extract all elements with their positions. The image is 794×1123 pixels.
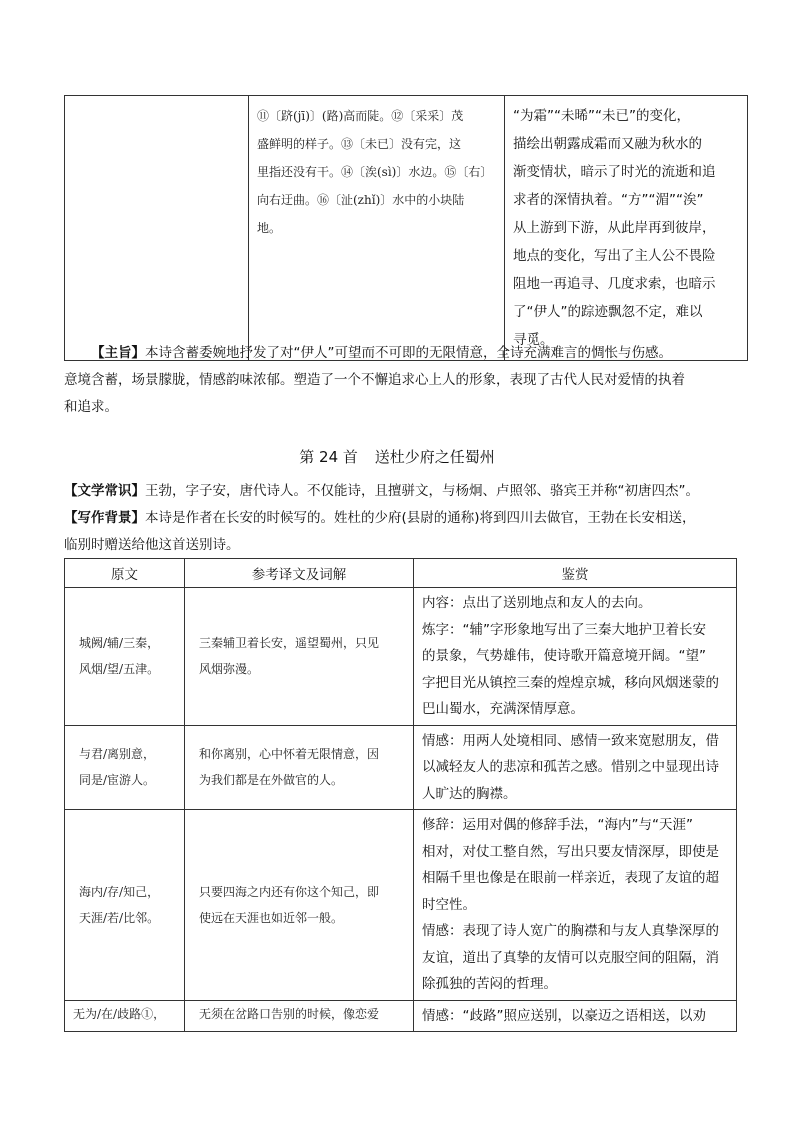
- translation-cell: [185, 725, 414, 810]
- theme-text: 和追求。: [64, 399, 118, 415]
- appreciation-line: 情感：用两人处境相同、感情一致来宽慰朋友，借: [422, 732, 719, 749]
- appreciation-line: 从上游到下游，从此岸再到彼岸，: [513, 220, 716, 236]
- translation-line: 和你离别，心中怀着无限情意，因: [199, 747, 380, 762]
- notes-line: 地。: [257, 221, 282, 235]
- background-label: 【写作背景】: [64, 510, 145, 526]
- original-line: 城阙/辅/三秦，: [79, 636, 160, 651]
- theme-paragraph: [64, 340, 730, 421]
- appreciation-line: “为霜”“未晞”“未已”的变化，: [513, 108, 690, 124]
- appreciation-line: 以减轻友人的悲凉和孤苦之感。惜别之中显现出诗: [422, 759, 719, 775]
- table-row: [65, 1000, 737, 1032]
- notes-cell: [249, 96, 505, 361]
- table-row: [65, 725, 737, 810]
- appreciation-line: 时空性。: [422, 896, 476, 913]
- original-line: 无为/在/歧路①，: [73, 1006, 166, 1021]
- translation-line: 为我们都是在外做官的人。: [199, 773, 344, 788]
- appreciation-line: 情感：表现了诗人宽广的胸襟和与友人真挚深厚的: [422, 923, 719, 939]
- translation-line: 风烟弥漫。: [199, 662, 260, 677]
- appreciation-line: 的景象，气势雄伟，使诗歌开篇意境开阔。“望”: [422, 648, 706, 664]
- original-cell: [65, 725, 185, 810]
- appreciation-line: 友谊，道出了真挚的友情可以克服空间的阻隔，消: [422, 949, 719, 966]
- appreciation-line: 渐变情状，暗示了时光的流逝和追: [513, 164, 716, 180]
- table-row: [65, 588, 737, 726]
- continued-poem-table: [64, 95, 748, 361]
- appreciation-line: 炼字：“辅”字形象地写出了三秦大地护卫着长安: [422, 621, 706, 638]
- notes-line: 向右迂曲。⑯〔沚(zhǐ)〕水中的小块陆: [257, 193, 465, 207]
- poem-analysis-table: [64, 558, 737, 1032]
- notes-line: ⑪〔跻(jī)〕(路)高而陡。⑫〔采采〕茂: [257, 109, 464, 123]
- translation-line: 只要四海之内还有你这个知己，即: [199, 884, 380, 899]
- translation-line: 使远在天涯也如近邻一般。: [199, 910, 344, 925]
- intro-paragraphs: [64, 478, 730, 559]
- appreciation-line: 除孤独的苦闷的哲理。: [422, 976, 557, 992]
- appreciation-line: 情感：“歧路”照应送别，以豪迈之语相送，以劝: [422, 1007, 706, 1024]
- notes-line: 里指还没有干。⑭〔涘(sì)〕水边。⑮〔右〕: [257, 165, 493, 179]
- literary-text: 王勃，字子安，唐代诗人。不仅能诗，且擅骈文，与杨炯、卢照邻、骆宾王并称“初唐四杰”。: [145, 483, 699, 499]
- appreciation-cell: [414, 588, 737, 726]
- poem-title: 送杜少府之任蜀州: [374, 448, 495, 466]
- header-original: 原文: [65, 559, 185, 588]
- appreciation-line: 字把目光从镇控三秦的煌煌京城，移向风烟迷蒙的: [422, 674, 719, 691]
- header-translation: 参考译文及词解: [185, 559, 414, 588]
- poem-number: 第 24 首: [299, 448, 358, 466]
- original-line: 与君/离别意，: [79, 747, 156, 762]
- original-line: 天涯/若/比邻。: [79, 910, 160, 925]
- original-cell-empty: [65, 96, 249, 361]
- appreciation-line: 寻觅。: [513, 332, 554, 348]
- background-text: 本诗是作者在长安的时候写的。姓杜的少府(县尉的通称)将到四川去做官，王勃在长安相送，: [145, 510, 696, 526]
- theme-label: 【主旨】: [91, 345, 145, 361]
- theme-text: 本诗含蓄委婉地抒发了对“伊人”可望而不可即的无限情意，全诗充满难言的惆怅与伤感。: [145, 345, 672, 361]
- poem-heading: [0, 446, 794, 467]
- original-cell: [65, 588, 185, 726]
- translation-cell: [185, 1000, 414, 1032]
- translation-cell: [185, 588, 414, 726]
- translation-line: 无须在岔路口告别的时候，像恋爱: [199, 1006, 380, 1021]
- appreciation-line: 巴山蜀水，充满深情厚意。: [422, 701, 584, 717]
- appreciation-cell: [414, 725, 737, 810]
- translation-line: 三秦辅卫着长安，遥望蜀州，只见: [199, 636, 380, 651]
- appreciation-line: 阻地一再追寻、几度求索，也暗示: [513, 276, 716, 292]
- translation-cell: [185, 810, 414, 1001]
- appreciation-cell: [414, 1000, 737, 1032]
- appreciation-line: 了“伊人”的踪迹飘忽不定，难以: [513, 304, 703, 320]
- original-cell: [65, 1000, 185, 1032]
- original-line: 海内/存/知己，: [79, 884, 160, 899]
- literary-label: 【文学常识】: [64, 483, 145, 499]
- appreciation-line: 地点的变化，写出了主人公不畏险: [513, 248, 716, 264]
- theme-text: 意境含蓄，场景朦胧，情感韵味浓郁。塑造了一个不懈追求心上人的形象，表现了古代人民对爱情的执着: [64, 372, 685, 388]
- appreciation-cell: [414, 810, 737, 1001]
- appreciation-line: 内容：点出了送别地点和友人的去向。: [422, 595, 652, 611]
- table-row: [65, 810, 737, 1001]
- original-cell: [65, 810, 185, 1001]
- appreciation-line: 描绘出朝露成霜而又融为秋水的: [513, 136, 702, 152]
- appreciation-line: 相对，对仗工整自然，写出只要友情深厚，即使是: [422, 843, 719, 860]
- appreciation-line: 修辞：运用对偶的修辞手法，“海内”与“天涯”: [422, 817, 693, 833]
- original-line: 同是/宦游人。: [79, 773, 156, 788]
- notes-line: 盛鲜明的样子。⑬〔未已〕没有完，这: [257, 137, 462, 151]
- background-text: 临别时赠送给他这首送别诗。: [64, 537, 240, 553]
- appreciation-cell: [505, 96, 748, 361]
- appreciation-line: 相隔千里也像是在眼前一样亲近，表现了友谊的超: [422, 870, 719, 886]
- original-line: 风烟/望/五津。: [79, 662, 160, 677]
- header-appreciation: 鉴赏: [414, 559, 737, 588]
- appreciation-line: 人旷达的胸襟。: [422, 785, 517, 802]
- appreciation-line: 求者的深情执着。“方”“湄”“涘”: [513, 192, 704, 208]
